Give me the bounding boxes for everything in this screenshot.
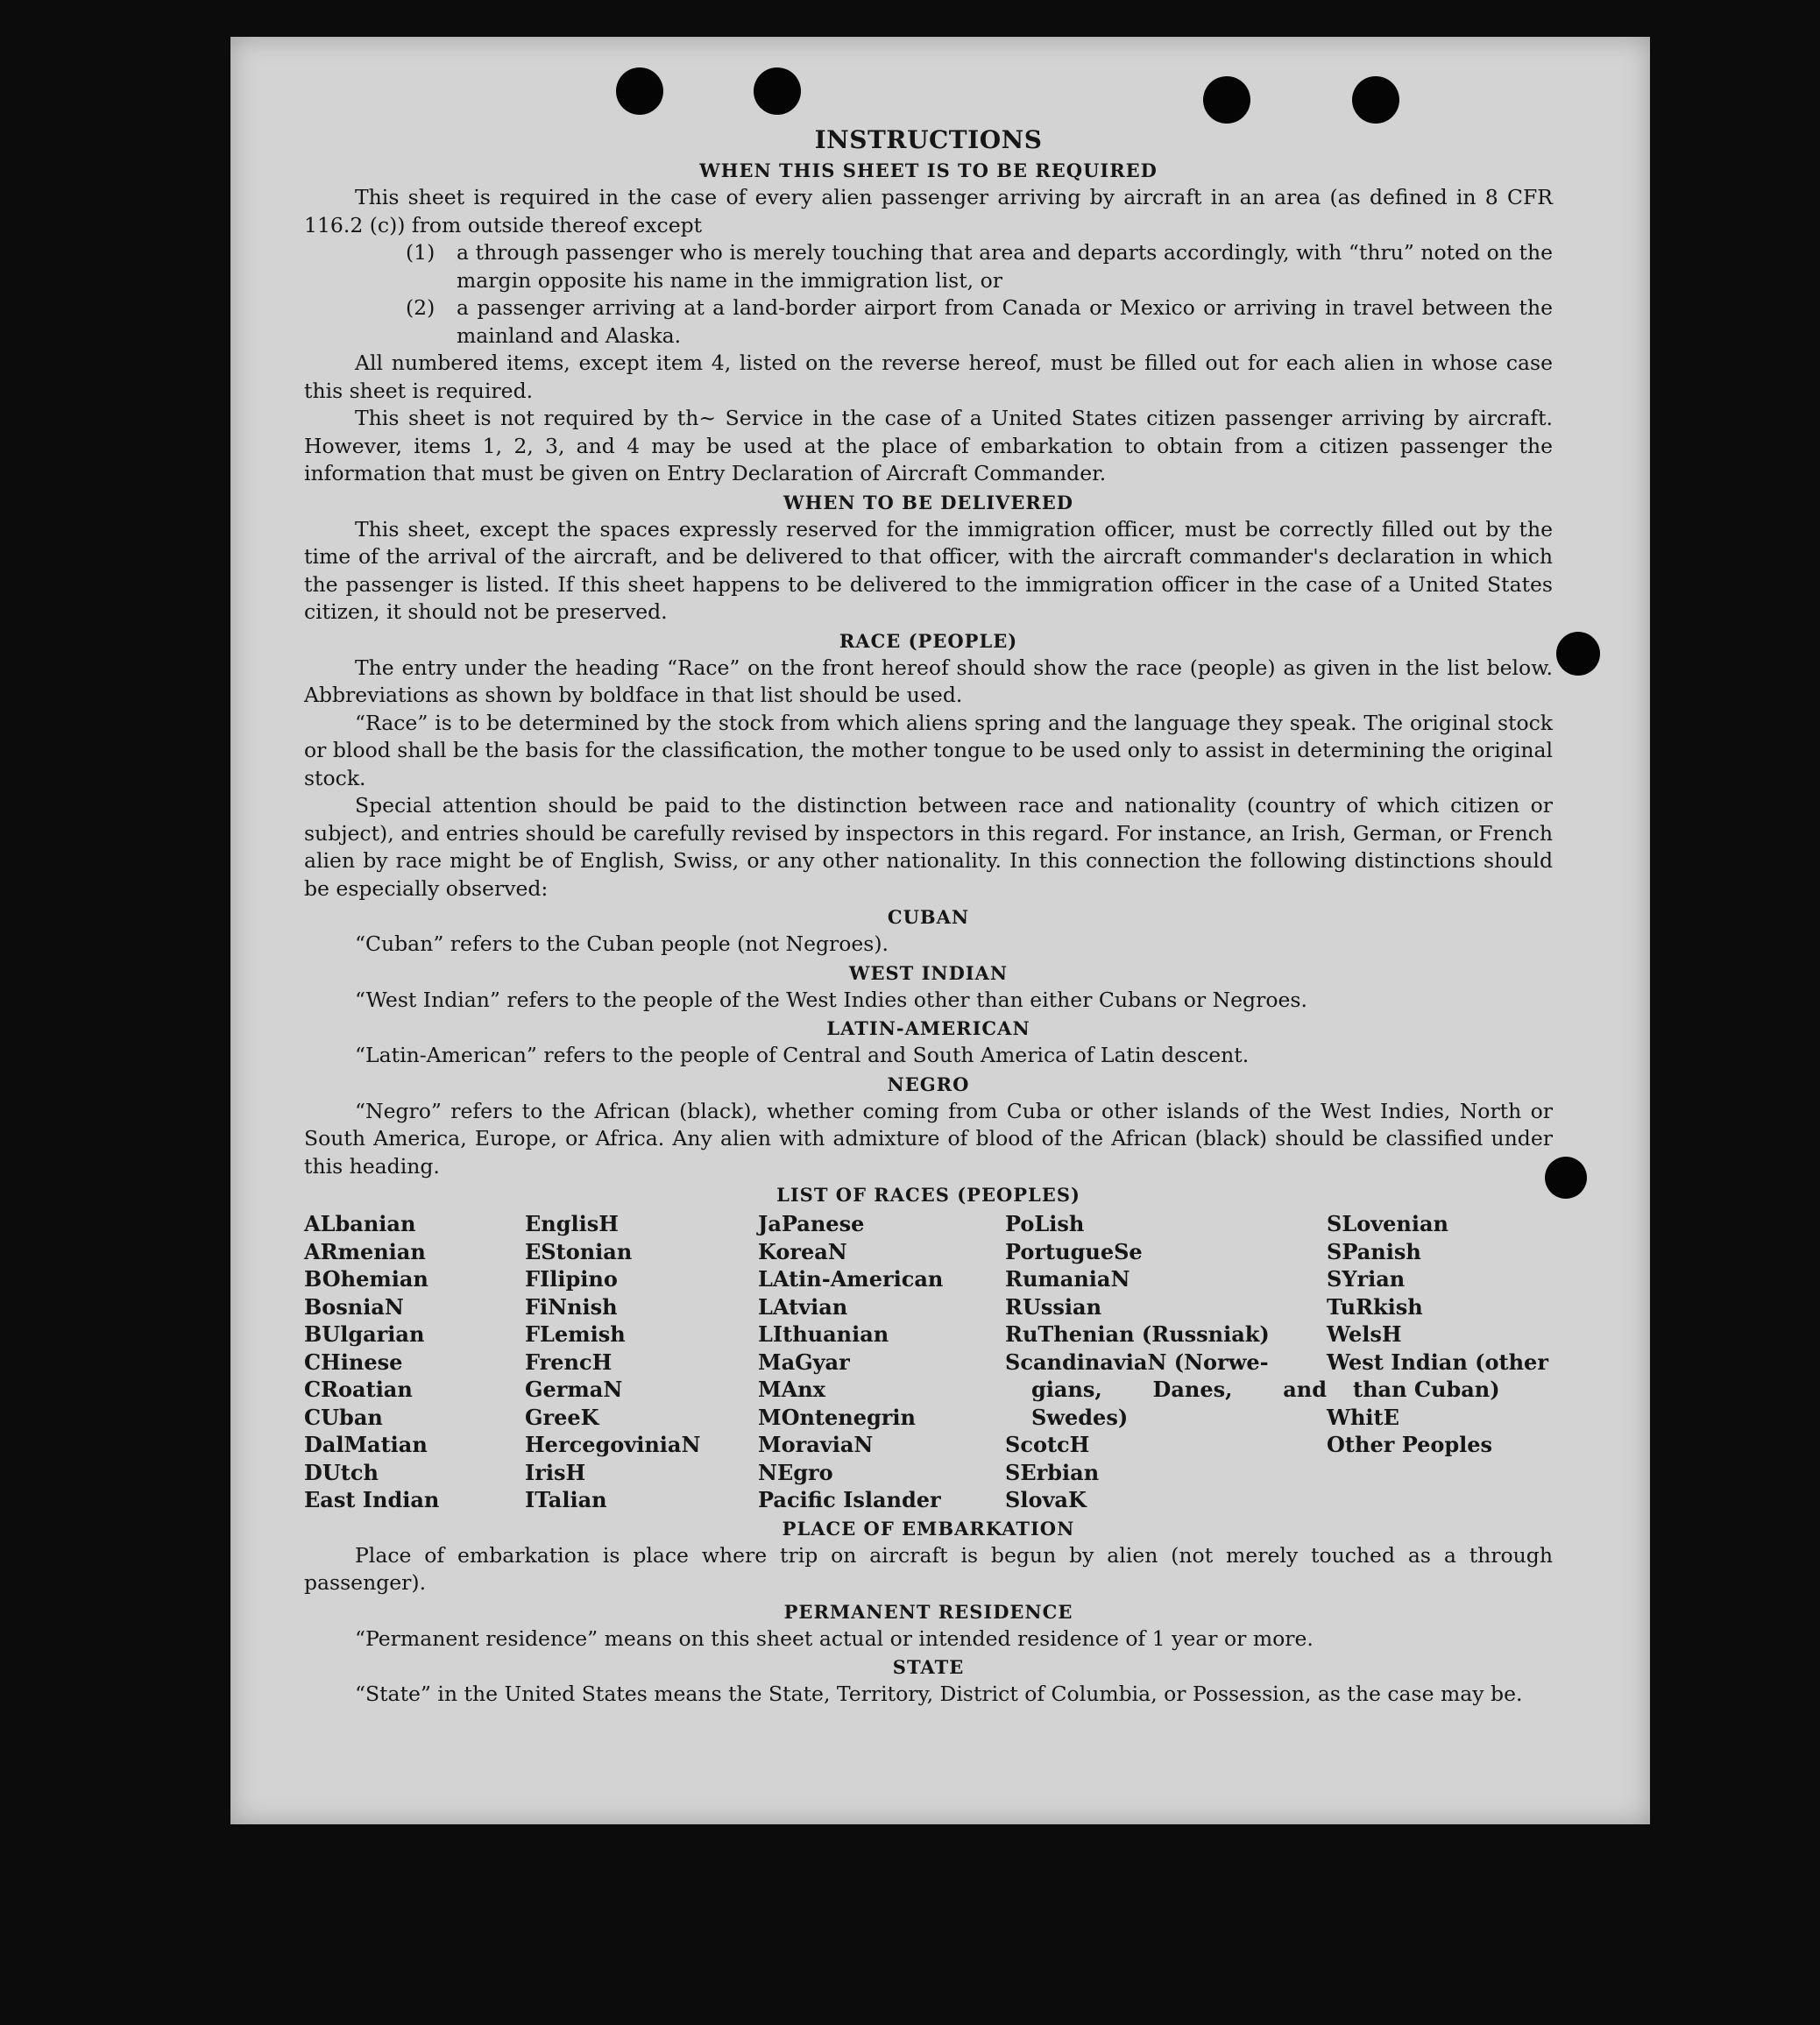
section-heading: WEST INDIAN xyxy=(848,961,1009,984)
race-item: Pacific Islander xyxy=(758,1487,941,1512)
race-item: MaGyar xyxy=(758,1349,850,1375)
race-item: Swedes) xyxy=(1031,1404,1129,1430)
race-item: CUban xyxy=(304,1404,383,1430)
race-item: IrisH xyxy=(525,1459,586,1485)
paragraph: All numbered items, except item 4, listed on the reverse hereof, must be filled out for each alien in whose case this sheet is required. xyxy=(304,350,1553,403)
race-item: BOhemian xyxy=(304,1266,428,1292)
race-item: TuRkish xyxy=(1327,1293,1423,1320)
race-item: GermaN xyxy=(525,1377,623,1402)
punch-hole xyxy=(1352,76,1399,124)
item-number: (1) xyxy=(406,240,436,265)
race-item: DUtch xyxy=(304,1459,379,1485)
numbered-item xyxy=(406,294,1553,350)
section-heading: PERMANENT RESIDENCE xyxy=(783,1600,1073,1623)
punch-hole xyxy=(616,67,663,115)
race-item: FIlipino xyxy=(525,1266,618,1292)
paragraph: This sheet, except the spaces expressly reserved for the immigration officer, must be correctly filled out by the time of the arrival of the aircraft, and be delivered to that officer, with the aircraft commander's declaration in which the passenger is listed. If this sheet happens to be delivered to the immigration officer in the case of a United States citizen, it should not be preserved. xyxy=(304,516,1553,624)
instructions-text xyxy=(304,124,1553,1709)
section-heading: CUBAN xyxy=(887,906,970,928)
race-item: HercegoviniaN xyxy=(525,1432,701,1457)
section-heading: NEGRO xyxy=(887,1073,970,1095)
paragraph: “West Indian” refers to the people of the West Indies other than either Cubans or Negroes. xyxy=(355,987,1307,1012)
section-heading: WHEN TO BE DELIVERED xyxy=(783,491,1073,513)
numbered-item xyxy=(406,239,1553,294)
race-item: SErbian xyxy=(1005,1459,1100,1485)
race-item: EnglisH xyxy=(525,1211,619,1236)
race-column xyxy=(1327,1210,1553,1514)
paragraph: “Permanent residence” means on this sheet actual or intended residence of 1 year or more. xyxy=(355,1625,1314,1651)
race-item: JaPanese xyxy=(758,1211,865,1236)
section-heading: RACE (PEOPLE) xyxy=(839,629,1018,652)
race-column xyxy=(758,1210,1005,1514)
race-item: NEgro xyxy=(758,1459,833,1485)
paragraph: The entry under the heading “Race” on the front hereof should show the race (people) as given in the list below. Abbreviations as shown by boldface in that list should be used. xyxy=(304,655,1553,707)
race-item: CHinese xyxy=(304,1349,403,1375)
paragraph: “State” in the United States means the State, Territory, District of Columbia, or Possession, as the case may be. xyxy=(355,1682,1523,1706)
race-item: PortugueSe xyxy=(1005,1238,1143,1264)
race-item: EStonian xyxy=(525,1238,633,1264)
paragraph: “Cuban” refers to the Cuban people (not Negroes). xyxy=(355,931,889,956)
race-item: PoLish xyxy=(1005,1211,1085,1236)
race-item: than Cuban) xyxy=(1353,1377,1500,1402)
race-item: FLemish xyxy=(525,1321,626,1347)
race-item: SYrian xyxy=(1327,1266,1406,1292)
paragraph: This sheet is not required by th~ Service in the case of a United States citizen passenger arriving by aircraft. However, items 1, 2, 3, and 4 may be used at the place of embarkation to obtain from a citizen passenger the information that must be given on Entry Declaration of Aircraft Commander. xyxy=(304,406,1553,485)
section-heading: LIST OF RACES (PEOPLES) xyxy=(776,1184,1080,1206)
item-number: (2) xyxy=(406,295,436,320)
race-item: East Indian xyxy=(304,1487,440,1512)
document-page xyxy=(230,37,1650,1824)
race-item: West Indian (other xyxy=(1327,1349,1548,1375)
race-item: BosniaN xyxy=(304,1293,404,1320)
race-item: WhitE xyxy=(1327,1404,1399,1430)
section-heading: WHEN THIS SHEET IS TO BE REQUIRED xyxy=(699,159,1158,181)
race-item: SPanish xyxy=(1327,1238,1421,1264)
race-item: ALbanian xyxy=(304,1211,416,1236)
punch-hole xyxy=(1203,76,1250,124)
race-item: LIthuanian xyxy=(758,1321,889,1347)
race-list xyxy=(304,1210,1553,1514)
race-item: LAtvian xyxy=(758,1293,848,1320)
item-text: a passenger arriving at a land-border airport from Canada or Mexico or arriving in travel between the mainland and Alaska. xyxy=(457,295,1553,348)
race-column xyxy=(304,1210,525,1514)
race-item: WelsH xyxy=(1327,1321,1402,1347)
paragraph: Special attention should be paid to the distinction between race and nationality (country of which citizen or subject), and entries should be carefully revised by inspectors in this regard. For instance, an Irish, German, or French alien by race might be of English, Swiss, or any other nationality. In this connection the following distinctions should be especially observed: xyxy=(304,793,1553,901)
punch-hole xyxy=(1556,632,1600,676)
page-title: INSTRUCTIONS xyxy=(814,125,1043,154)
race-item: FiNnish xyxy=(525,1293,618,1320)
race-item: RUssian xyxy=(1005,1293,1102,1320)
paragraph: “Latin-American” refers to the people of Central and South America of Latin descent. xyxy=(355,1043,1250,1067)
race-item: RuThenian (Russniak) xyxy=(1005,1321,1270,1347)
race-item: ScandinaviaN (Norwe- xyxy=(1005,1349,1269,1375)
race-item: CRoatian xyxy=(304,1377,413,1402)
item-text: a through passenger who is merely touching that area and departs accordingly, with “thru” noted on the margin opposite his name in the immigration list, or xyxy=(457,240,1553,293)
race-item: MoraviaN xyxy=(758,1432,874,1457)
race-item: RumaniaN xyxy=(1005,1266,1130,1292)
race-item: DalMatian xyxy=(304,1432,428,1457)
race-item: SLovenian xyxy=(1327,1211,1448,1236)
punch-hole xyxy=(754,67,801,115)
race-column xyxy=(525,1210,758,1514)
race-item: KoreaN xyxy=(758,1238,847,1264)
race-item: gians, Danes, and xyxy=(1031,1377,1327,1402)
paragraph: Place of embarkation is place where trip on aircraft is begun by alien (not merely touched as a through passenger). xyxy=(304,1542,1553,1595)
paragraph: “Race” is to be determined by the stock from which aliens spring and the language they speak. The original stock or blood shall be the basis for the classification, the mother tongue to be used only to assist in determining the original stock. xyxy=(304,710,1553,790)
race-item: ScotcH xyxy=(1005,1432,1090,1457)
section-heading: PLACE OF EMBARKATION xyxy=(782,1517,1075,1540)
race-item: MAnx xyxy=(758,1377,825,1402)
race-item: FrencH xyxy=(525,1349,613,1375)
paragraph: “Negro” refers to the African (black), whether coming from Cuba or other islands of the West Indies, North or South America, Europe, or Africa. Any alien with admixture of blood of the African (black) should be classified under this heading. xyxy=(304,1098,1553,1179)
race-item: BUlgarian xyxy=(304,1321,425,1347)
race-item: MOntenegrin xyxy=(758,1404,916,1430)
race-item: ITalian xyxy=(525,1487,607,1512)
race-column xyxy=(1005,1210,1327,1514)
race-item: ARmenian xyxy=(304,1238,426,1264)
race-item: SlovaK xyxy=(1005,1487,1087,1512)
race-item: GreeK xyxy=(525,1404,599,1430)
race-item: LAtin-American xyxy=(758,1266,944,1292)
race-item: Other Peoples xyxy=(1327,1432,1493,1457)
section-heading: LATIN-AMERICAN xyxy=(826,1017,1030,1039)
section-heading: STATE xyxy=(892,1656,965,1678)
paragraph: This sheet is required in the case of every alien passenger arriving by aircraft in an area (as defined in 8 CFR 116.2 (c)) from outside thereof except xyxy=(304,185,1553,237)
